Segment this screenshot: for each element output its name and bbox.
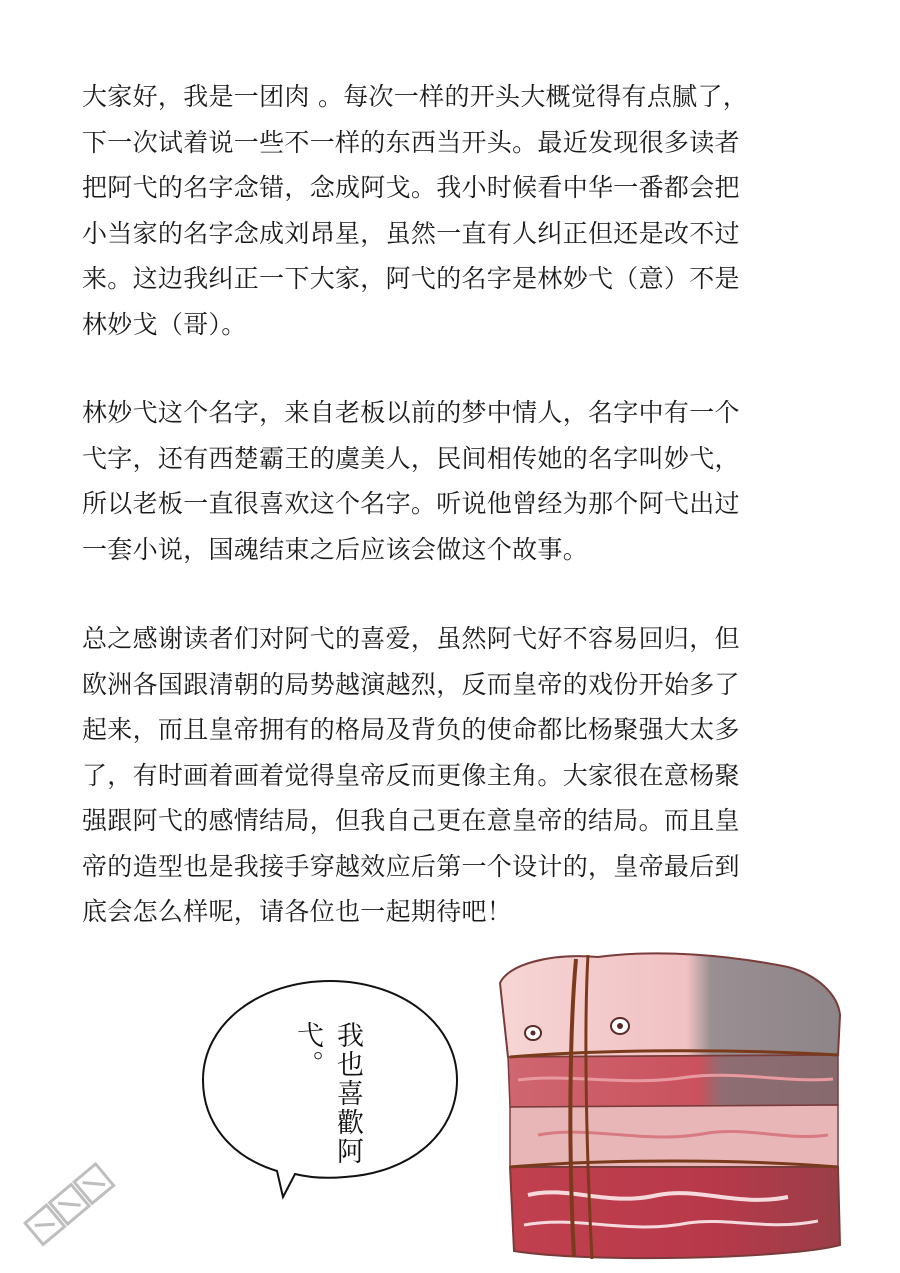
text-line: 一套小说，国魂结束之后应该会做这个故事。 — [82, 534, 589, 564]
paragraph-thanks — [82, 616, 822, 935]
text-line: 林妙戈（哥）。 — [82, 309, 247, 339]
speech-bubble — [195, 975, 465, 1205]
text-line: 把阿弋的名字念错，念成阿戈。我小时候看中华一番都会把 — [82, 173, 740, 202]
paragraph-text — [82, 74, 822, 347]
text-line: 底会怎么样呢，请各位也一起期待吧！ — [82, 897, 513, 926]
text-line: 了，有时画着画着觉得皇帝反而更像主角。大家很在意杨聚 — [82, 760, 740, 790]
paragraph-text — [82, 390, 822, 572]
text-line: 强跟阿弋的感情结局，但我自己更在意皇帝的结局。而且皇 — [82, 806, 740, 835]
text-line: 起来，而且皇帝拥有的格局及背负的使命都比杨聚强大太多 — [82, 715, 740, 744]
meat-block-illustration — [488, 945, 858, 1267]
text-line: 林妙弋这个名字，来自老板以前的梦中情人，名字中有一个 — [82, 398, 740, 427]
speech-bubble-text: 我也喜歡阿弋。 — [292, 1021, 363, 1166]
text-line: 所以老板一直很喜欢这个名字。听说他曾经为那个阿弋出过 — [82, 489, 740, 518]
text-line: 弋字，还有西楚霸王的虞美人，民间相传她的名字叫妙弋， — [82, 443, 740, 473]
text-line: 总之感谢读者们对阿弋的喜爱，虽然阿弋好不容易回归，但 — [82, 624, 740, 653]
meat-eye-right — [611, 1018, 629, 1034]
text-line: 来。这边我纠正一下大家，阿弋的名字是林妙弋（意）不是 — [82, 264, 740, 293]
paragraph-intro — [82, 74, 822, 347]
text-line: 下一次试着说一些不一样的东西当开头。最近发现很多读者 — [82, 127, 740, 157]
paragraph-name-origin — [82, 390, 822, 572]
text-line: 欧洲各国跟清朝的局势越演越烈，反而皇帝的戏份开始多了 — [82, 669, 740, 699]
meat-eye-left — [525, 1026, 541, 1040]
watermark-logo — [10, 1150, 130, 1260]
text-line: 帝的造型也是我接手穿越效应后第一个设计的，皇帝最后到 — [82, 851, 740, 881]
text-line: 大家好，我是一团肉 。每次一样的开头大概觉得有点腻了， — [82, 82, 749, 111]
text-line: 小当家的名字念成刘昂星，虽然一直有人纠正但还是改不过 — [82, 218, 740, 248]
paragraph-text — [82, 616, 822, 935]
